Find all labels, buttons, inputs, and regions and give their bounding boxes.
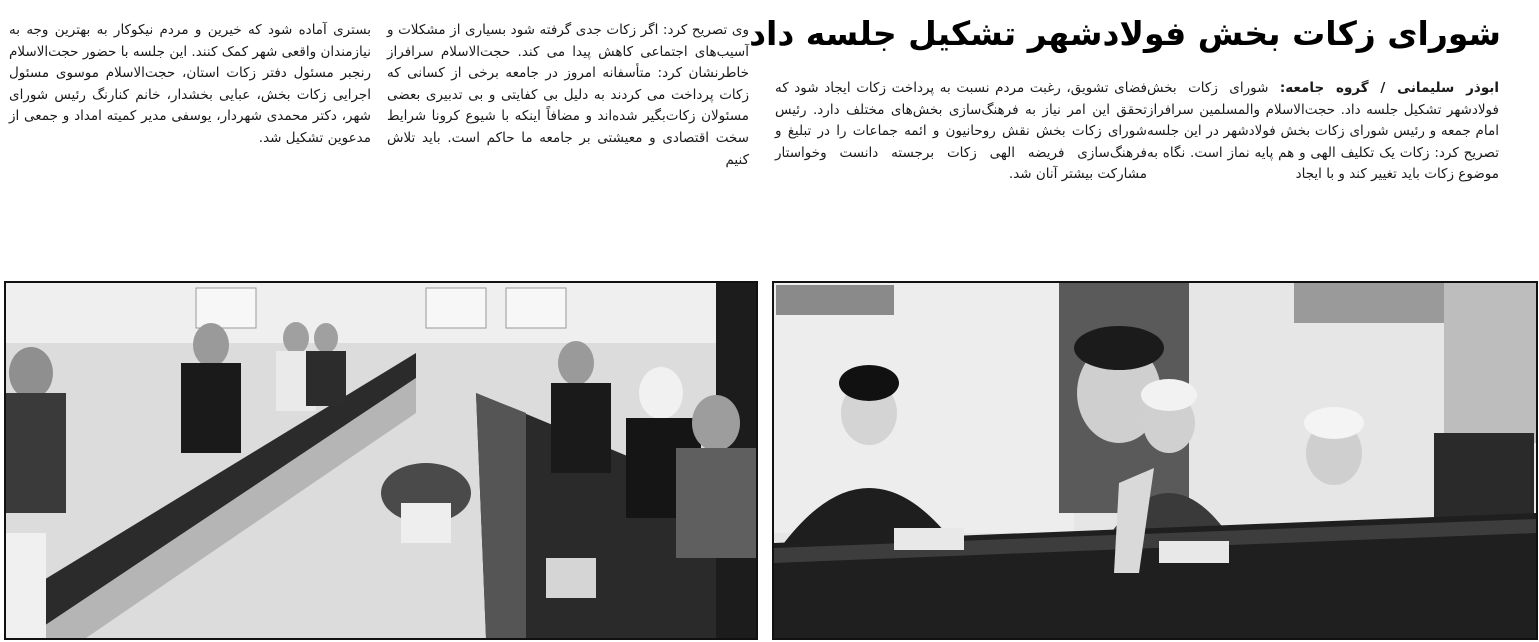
column-4-text: بستری آماده شود که خیرین و مردم نیکوکار به بهترین وجه به نیازمندان واقعی شهر کمک کنند. این جلسه با حضور حجت‌الاسلام رنجبر مسئول دفتر زکات استان، حجت‌الاسلام موسوی مسئول اجرایی زکات بخش، عبایی بخشدار، خانم کنارنگ رئیس شورای شهر، دکتر محمدی شهردار، یوسفی مدیر کمیته امداد و جمعی از مدعوین تشکیل شد. [9,22,371,146]
article-column-2 [775,78,1147,186]
article-headline: شورای زکات بخش فولادشهر تشکیل جلسه داد [749,14,1501,53]
meeting-officials-photo [772,281,1538,640]
column-2-text: فضای تشویق، رغبت مردم نسبت به پرداخت زکات ایجاد شود که تحقق این امر نیاز به فرهنگ‌سازی بخش‌های مختلف دارد. رئیس شورای زکات بخش نقش روحانیون و ائمه جماعات را در تبلیغ و فرهنگ‌سازی فریضه الهی زکات برجسته دانست وخواستار مشارکت بیشتر آنان شد. [775,80,1147,183]
column-3-text: وی تصریح کرد: اگر زکات جدی گرفته شود بسیاری از مشکلات و آسیب‌های اجتماعی کاهش پیدا می کند. حجت‌الاسلام سرافراز خاطرنشان کرد: متأسفانه امروز در جامعه برخی از کسانی که زکات پرداخت می کردند به دلیل بی کفایتی و بی تدبیری بعضی مسئولان زکات‌بگیر شده‌اند و مضافاً اینکه با شیوع کرونا شرایط سخت اقتصادی و معیشتی بر جامعه ما حاکم است. باید تلاش کنیم [387,22,749,168]
article-column-1 [1147,78,1499,186]
meeting-table-photo [4,281,758,640]
article-column-4 [9,20,371,150]
meeting-table-image [6,283,756,638]
article-byline: ابوذر سلیمانی / گروه جامعه: [1279,80,1500,96]
meeting-officials-image [774,283,1536,638]
column-1-text: شورای زکات بخش فولادشهر تشکیل جلسه داد. حجت‌الاسلام والمسلمین سرافراز امام جمعه و رئیس شورای زکات بخش فولادشهر در این جلسه تصریح کرد: زکات یک تکلیف الهی و هم پایه نماز است. نگاه به موضوع زکات باید تغییر کند و با ایجاد [1147,80,1499,183]
article-column-3 [387,20,749,171]
